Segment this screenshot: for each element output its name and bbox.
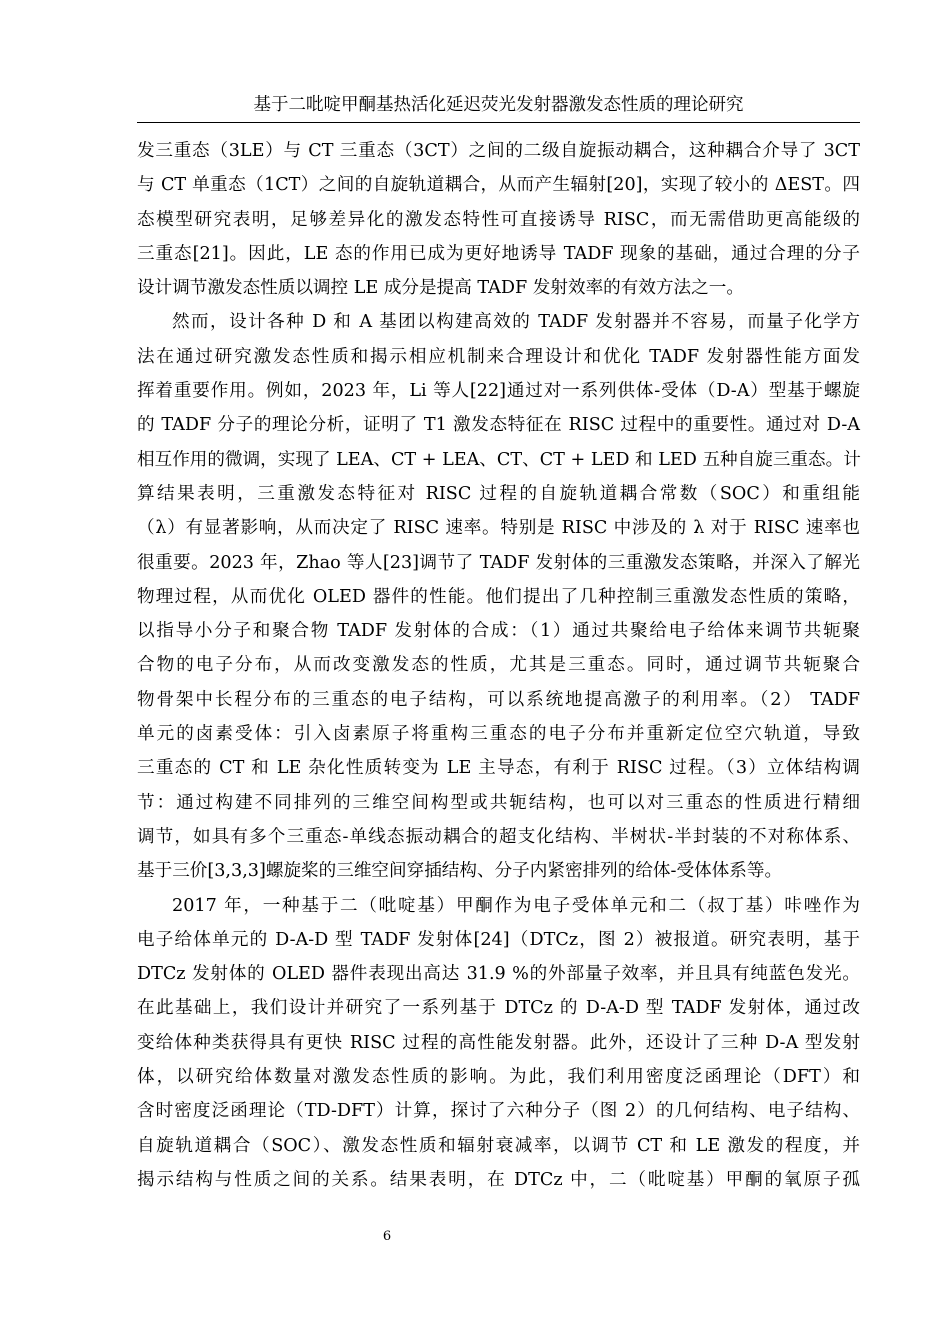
paragraph-1-line-1: 发三重态（3LE）与 CT 三重态（3CT）之间的二级自旋振动耦合，这种耦合介导了 3CT <box>137 141 860 161</box>
paragraph-3-line-7: 含时密度泛函理论（TD-DFT）计算，探讨了六种分子（图 2）的几何结构、电子结构、 <box>137 1101 860 1122</box>
paragraph-3-line-9: 揭示结构与性质之间的关系。结果表明，在 DTCz 中，二（吡啶基）甲酮的氧原子孤 <box>137 1169 860 1190</box>
paragraph-2-line-5: 相互作用的微调，实现了 LEA、CT + LEA、CT、CT + LED 和 LED 五种自旋三重态。计 <box>137 449 861 470</box>
paragraph-1-line-3: 态模型研究表明，足够差异化的激发态特性可直接诱导 RISC，而无需借助更高能级的 <box>137 209 860 230</box>
paragraph-3-line-4: 在此基础上，我们设计并研究了一系列基于 DTCz 的 D-A-D 型 TADF 发射体，通过改 <box>137 998 860 1019</box>
paragraph-1-line-4: 三重态[21]。因此，LE 态的作用已成为更好地诱导 TADF 现象的基础，通过合理的分子 <box>137 243 860 264</box>
paragraph-1-line-2: 与 CT 单重态（1CT）之间的自旋轨道耦合，从而产生辐射[20]，实现了较小的 ΔEST。四 <box>137 175 860 196</box>
paragraph-2-line-10: 以指导小分子和聚合物 TADF 发射体的合成：（1）通过共聚给电子给体来调节共轭聚 <box>137 621 860 642</box>
paragraph-3-line-6: 体，以研究给体数量对激发态性质的影响。为此，我们利用密度泛函理论（DFT）和 <box>137 1067 860 1088</box>
running-header: 基于二吡啶甲酮基热活化延迟荧光发射器激发态性质的理论研究 <box>253 95 744 115</box>
paragraph-2-line-16: 调节，如具有多个三重态-单线态振动耦合的超支化结构、半树状-半封装的不对称体系、 <box>137 826 860 847</box>
paragraph-2-line-9: 物理过程，从而优化 OLED 器件的性能。他们提出了几种控制三重激发态性质的策略， <box>137 586 860 607</box>
header-rule <box>137 122 860 123</box>
page-number: 6 <box>382 1229 392 1244</box>
paragraph-2-line-17: 基于三价[3,3,3]螺旋桨的三维空间穿插结构、分子内紧密排列的给体-受体体系等。 <box>137 861 783 882</box>
paragraph-2-line-15: 节：通过构建不同排列的三维空间构型或共轭结构，也可以对三重态的性质进行精细 <box>137 792 860 813</box>
paragraph-2-line-4: 的 TADF 分子的理论分析，证明了 T1 激发态特征在 RISC 过程中的重要性。通过对 D-A <box>137 415 860 436</box>
paragraph-2-line-7: （λ）有显著影响，从而决定了 RISC 速率。特别是 RISC 中涉及的 λ 对于 RISC 速率也 <box>137 518 860 539</box>
paragraph-3-line-8: 自旋轨道耦合（SOC）、激发态性质和辐射衰减率，以调节 CT 和 LE 激发的程度，并 <box>137 1135 860 1156</box>
paragraph-2-line-11: 合物的电子分布，从而改变激发态的性质，尤其是三重态。同时，通过调节共轭聚合 <box>137 655 860 676</box>
paragraph-3-line-5: 变给体种类获得具有更快 RISC 过程的高性能发射器。此外，还设计了三种 D-A 型发射 <box>137 1032 860 1053</box>
paragraph-2-line-12: 物骨架中长程分布的三重态的电子结构，可以系统地提高激子的利用率。（2） TADF <box>137 689 860 710</box>
paragraph-2-line-13: 单元的卤素受体：引入卤素原子将重构三重态的电子分布并重新定位空穴轨道，导致 <box>137 724 860 745</box>
paragraph-2-line-14: 三重态的 CT 和 LE 杂化性质转变为 LE 主导态，有利于 RISC 过程。（3）立体结构调 <box>137 758 860 779</box>
paragraph-3-line-3: DTCz 发射体的 OLED 器件表现出高达 31.9 %的外部量子效率，并且具有纯蓝色发光。 <box>137 964 860 985</box>
body-text <box>137 134 860 1197</box>
paragraph-2-line-8: 很重要。2023 年，Zhao 等人[23]调节了 TADF 发射体的三重激发态策略，并深入了解光 <box>137 552 860 573</box>
paragraph-2-line-2: 法在通过研究激发态性质和揭示相应机制来合理设计和优化 TADF 发射器性能方面发 <box>137 346 860 367</box>
paragraph-2-line-3: 挥着重要作用。例如，2023 年，Li 等人[22]通过对一系列供体-受体（D-A）型基于螺旋 <box>137 381 860 402</box>
paragraph-2-line-1: 然而，设计各种 D 和 A 基团以构建高效的 TADF 发射器并不容易，而量子化学方 <box>172 312 860 333</box>
paragraph-3-line-1: 2017 年，一种基于二（吡啶基）甲酮作为电子受体单元和二（叔丁基）咔唑作为 <box>172 895 860 916</box>
paragraph-2-line-6: 算结果表明，三重激发态特征对 RISC 过程的自旋轨道耦合常数（SOC）和重组能 <box>137 483 860 504</box>
paragraph-3-line-2: 电子给体单元的 D-A-D 型 TADF 发射体[24]（DTCz，图 2）被报道。研究表明，基于 <box>137 929 860 950</box>
paragraph-1-line-5: 设计调节激发态性质以调控 LE 成分是提高 TADF 发射效率的有效方法之一。 <box>137 278 744 299</box>
